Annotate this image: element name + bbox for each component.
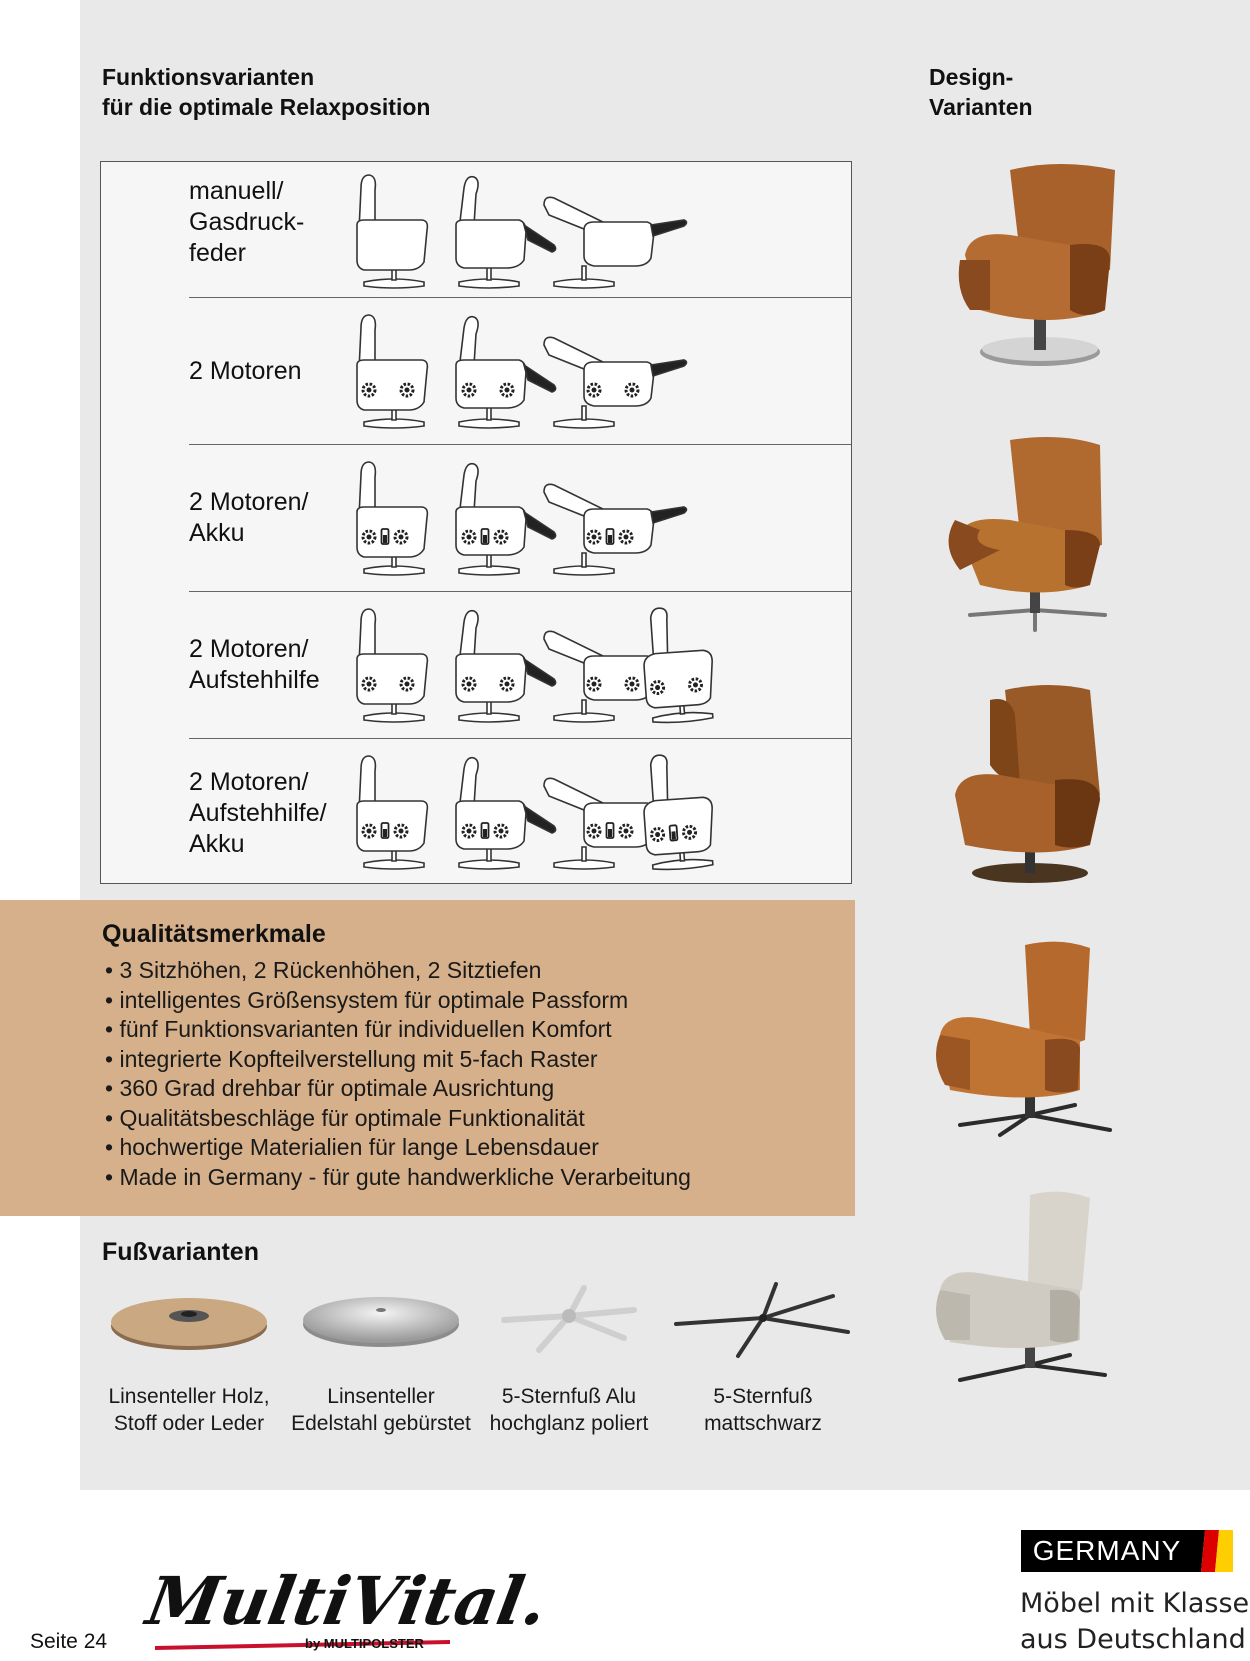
quality-item: • Qualitätsbeschläge für optimale Funktionalität bbox=[105, 1104, 691, 1134]
function-variants-table bbox=[100, 161, 852, 884]
quality-item: • 360 Grad drehbar für optimale Ausrichtung bbox=[105, 1074, 691, 1104]
black-star-base-icon bbox=[668, 1280, 858, 1360]
slogan bbox=[1020, 1586, 1249, 1658]
quality-list bbox=[105, 956, 691, 1192]
quality-item: • 3 Sitzhöhen, 2 Rückenhöhen, 2 Sitztiefen bbox=[105, 956, 691, 986]
multivital-logo bbox=[141, 1562, 553, 1657]
slogan-line2: aus Deutschland bbox=[1020, 1624, 1246, 1655]
slogan-line1: Möbel mit Klasse bbox=[1020, 1588, 1250, 1619]
design-heading-line1: Design- bbox=[929, 64, 1014, 90]
quality-item: • hochwertige Materialien für lange Lebensdauer bbox=[105, 1133, 691, 1163]
chair-reclined-icon bbox=[539, 170, 699, 290]
steel-disc-base-icon bbox=[286, 1280, 476, 1360]
design-variant-black-star-base-image bbox=[930, 940, 1130, 1140]
function-row-label: 2 Motoren bbox=[189, 357, 302, 385]
chair-pictogram bbox=[539, 310, 699, 435]
foot-label: Linsenteller Edelstahl gebürstet bbox=[291, 1385, 471, 1435]
quality-item: • intelligentes Größensystem für optimale Passform bbox=[105, 986, 691, 1016]
chair-lift-icon bbox=[634, 604, 794, 724]
function-row-2-motors-lift bbox=[189, 591, 851, 739]
functions-heading-line2: für die optimale Relaxposition bbox=[102, 94, 431, 120]
function-row-label: 2 Motoren/ Aufstehhilfe/ Akku bbox=[189, 768, 327, 858]
chair-reclined-icon bbox=[539, 310, 699, 430]
function-row-2-motors-lift-battery bbox=[189, 738, 851, 884]
foot-label: 5-Sternfuß mattschwarz bbox=[704, 1385, 822, 1435]
design-heading bbox=[929, 62, 1033, 122]
design-variant-disc-base-image bbox=[950, 160, 1130, 370]
foot-label: 5-Sternfuß Alu hochglanz poliert bbox=[489, 1385, 649, 1435]
function-row-label: manuell/ Gasdruck- feder bbox=[189, 177, 305, 267]
made-in-germany-badge bbox=[1021, 1530, 1233, 1572]
quality-item: • fünf Funktionsvarianten für individuellen Komfort bbox=[105, 1015, 691, 1045]
function-row-label: 2 Motoren/ Aufstehhilfe bbox=[189, 635, 320, 694]
function-row-manual bbox=[189, 162, 851, 297]
function-row-2-motors bbox=[189, 297, 851, 445]
chair-pictogram bbox=[634, 751, 794, 876]
quality-title: Qualitätsmerkmale bbox=[102, 920, 326, 948]
wood-disc-base-icon bbox=[94, 1280, 284, 1360]
functions-heading bbox=[102, 62, 430, 122]
function-row-2-motors-battery bbox=[189, 444, 851, 592]
page-number: Seite 24 bbox=[30, 1630, 108, 1653]
chair-pictogram bbox=[539, 457, 699, 582]
germany-badge-text: GERMANY bbox=[1021, 1530, 1193, 1572]
quality-item: • integrierte Kopfteilverstellung mit 5-fach Raster bbox=[105, 1045, 691, 1075]
logo-subtext: by MULTIPOLSTER bbox=[305, 1636, 424, 1651]
design-variant-grey-fabric-image bbox=[930, 1190, 1130, 1390]
feet-heading: Fußvarianten bbox=[102, 1238, 259, 1266]
functions-heading-line1: Funktionsvarianten bbox=[102, 64, 315, 90]
design-variant-star-base-image bbox=[940, 435, 1130, 635]
design-variant-wingback-image bbox=[940, 685, 1120, 885]
foot-label: Linsenteller Holz, Stoff oder Leder bbox=[108, 1385, 270, 1435]
chair-pictogram bbox=[634, 604, 794, 729]
chair-reclined-icon bbox=[539, 457, 699, 577]
design-heading-line2: Varianten bbox=[929, 94, 1033, 120]
aluminium-star-base-icon bbox=[474, 1280, 664, 1360]
logo-text: MultiVital. bbox=[141, 1562, 553, 1640]
function-row-label: 2 Motoren/ Akku bbox=[189, 488, 309, 547]
chair-pictogram bbox=[539, 170, 699, 295]
chair-lift-icon bbox=[634, 751, 794, 871]
german-flag-icon bbox=[1193, 1530, 1233, 1572]
quality-item: • Made in Germany - für gute handwerkliche Verarbeitung bbox=[105, 1163, 691, 1193]
